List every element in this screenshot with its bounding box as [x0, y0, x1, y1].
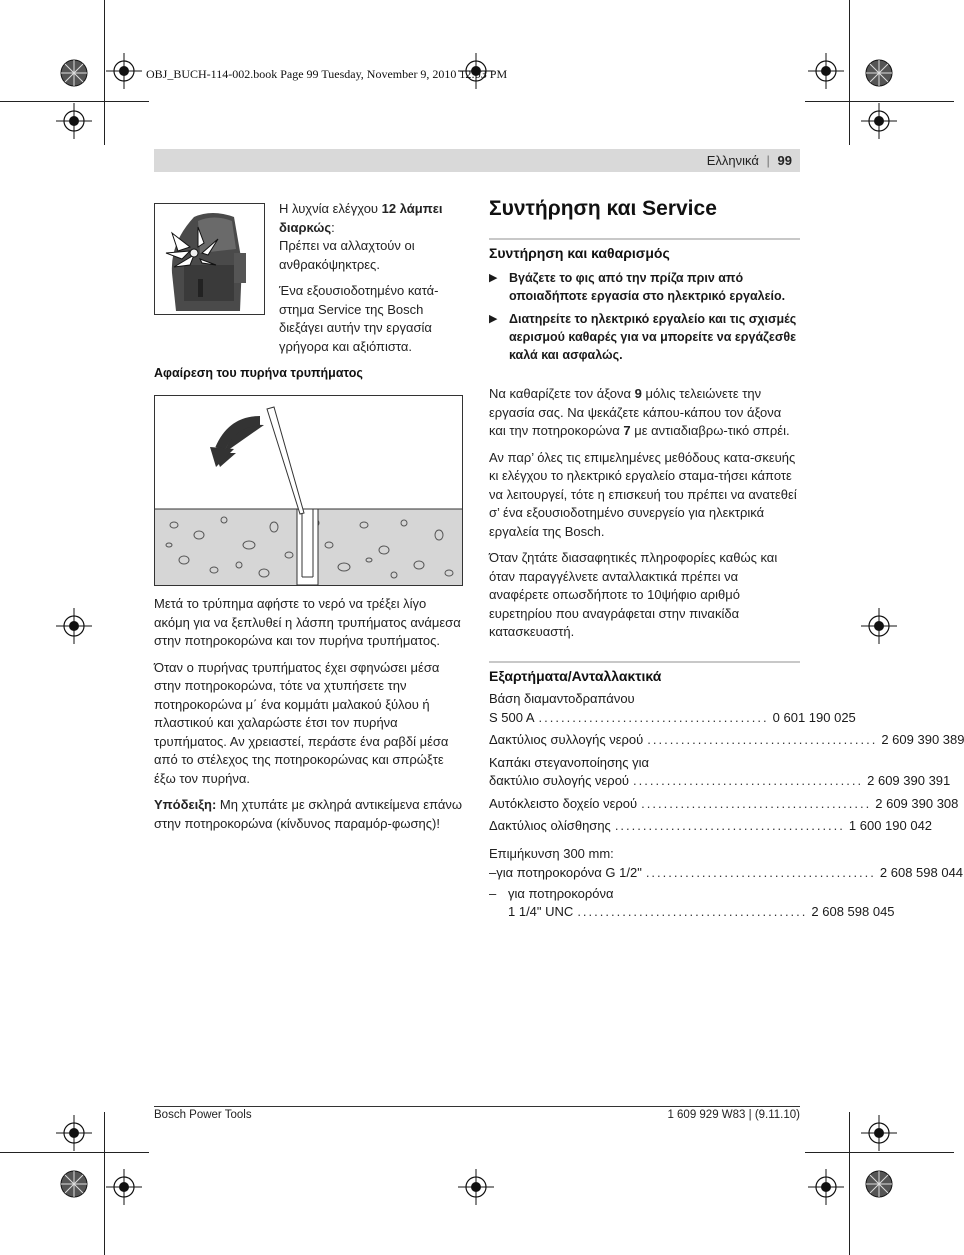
extension-dash: –: [489, 865, 497, 880]
part-row: [489, 795, 959, 814]
lamp-description: [279, 200, 469, 364]
print-info: OBJ_BUCH-114-002.book Page 99 Tuesday, November 9, 2010 12:03 PM: [146, 67, 508, 81]
part-item: [489, 795, 959, 814]
part-name: S 500 A: [489, 709, 535, 725]
extension-number: 2 608 598 044: [879, 865, 964, 880]
footer-rule: [154, 1106, 800, 1107]
leader-dots: .........................................: [614, 818, 845, 833]
maintenance-body: [489, 385, 800, 650]
part-item: [489, 817, 933, 836]
leader-dots: .........................................: [645, 865, 876, 880]
extension-row: [489, 903, 895, 922]
p1-ref-7: 7: [623, 423, 631, 438]
parts-list: [489, 690, 964, 840]
bullet-text: Διατηρείτε το ηλεκτρικό εργαλείο και τις σχισμές αερισμού καθαρές για να μπορείτε να εργάζεσθε καλά και ασφαλώς.: [509, 312, 797, 362]
part-number: 1 600 190 042: [848, 818, 933, 833]
part-number: 2 609 390 389: [881, 732, 964, 747]
part-line1: [489, 690, 800, 709]
leader-dots: .........................................: [647, 732, 878, 747]
part-item: [489, 754, 951, 791]
order-paragraph: Όταν ζητάτε διασαφητικές πληροφορίες καθώς και όταν παραγγέλνετε ανταλλακτικά πρέπει να αναφέρετε οπωσδήποτε το 10ψήφιο αριθμό ευρετηρίου που αναγράφεται στην πινακίδα κατασκευαστή.: [489, 550, 778, 639]
part-name-line1: Βάση διαμαντοδραπάνου: [489, 691, 635, 706]
extension-row: [489, 864, 964, 883]
p1-e: με αντιαδιαβρω-τικό σπρέι.: [630, 423, 790, 438]
p1-ref-9: 9: [634, 386, 642, 401]
part-row: [489, 709, 856, 728]
extension-heading: Επιμήκυνση 300 mm:: [489, 846, 614, 861]
note-label: Υπόδειξη:: [154, 797, 217, 812]
extension-item: [489, 885, 895, 922]
part-number: 0 601 190 025: [772, 709, 856, 725]
lamp-status-text: [279, 200, 469, 274]
bullet-item: [489, 269, 800, 305]
indicator-lamp-figure: [154, 203, 265, 315]
core-flush-paragraph: Μετά το τρύπημα αφήστε το νερό να τρέξει λίγο ακόμη για να ξεπλυθεί η λάσπη τρυπήματος ανάμεσα στην ποτηροκορώνα και τον πυρήνα τρυπήματος.: [154, 596, 461, 648]
part-row: [489, 772, 951, 791]
part-name-line1: Καπάκι στεγανοποίησης για: [489, 754, 650, 770]
part-name: Αυτόκλειστο δοχείο νερού: [489, 795, 638, 811]
core-removal-heading: Αφαίρεση του πυρήνα τρυπήματος: [154, 366, 363, 380]
part-name: Δακτύλιος συλλογής νερού: [489, 732, 644, 747]
footer-doc-number: 1 609 929 W83 | (9.11.10): [667, 1109, 800, 1121]
page-header: [154, 149, 800, 172]
part-number: 2 609 390 391: [867, 773, 951, 788]
part-row: [489, 731, 964, 750]
left-body: [154, 595, 464, 841]
leader-dots: .........................................: [577, 904, 808, 919]
core-removal-figure: [154, 395, 463, 586]
core-stuck-paragraph: Όταν ο πυρήνας τρυπήματος έχει σφηνώσει μέσα στην ποτηροκορώνα, τότε να χτυπήσετε την ποτηροκορώνα μ΄ ένα κομμάτι μαλακού ξύλου ή πλαστικού και χαλαρώστε έτσι τον πυρήνα τρυπήματος. Αν χρειαστεί, περάστε ένα ραβδί μέσα από το στέλεχος της ποτηροκορώνας και σπρώξτε έξω τον πυρήνα.: [154, 659, 449, 786]
extension-line1: [489, 885, 800, 904]
extension-item: [489, 864, 964, 883]
extension-name-line1: για ποτηροκορόνα: [508, 885, 614, 901]
header-language: Ελληνικά: [706, 153, 759, 168]
maintenance-bullets: [489, 269, 800, 364]
maintenance-heading: Συντήρηση και καθαρισμός: [489, 238, 800, 261]
spindle-cleaning-paragraph: [489, 385, 800, 441]
lamp-text-line2: Πρέπει να αλλαχτούν οι ανθρακόψηκτρες.: [279, 238, 415, 272]
lamp-text-bold: 12 λάμπει διαρκώς: [279, 201, 443, 235]
header-text: [707, 153, 792, 168]
note-text: Μη χτυπάτε με σκληρά αντικείμενα επάνω στην ποτηροκορώνα (κίνδυνος παραμόρ-φωσης)!: [154, 797, 463, 831]
extension-dash: –: [489, 885, 497, 901]
p1-c: μόλις τελειώνετε την εργασία σας. Να ψεκάζετε κάπου-κάπου τον άξονα και την ποτηροκορώνα: [489, 386, 782, 438]
part-name: δακτύλιο συλογής νερού: [489, 773, 630, 788]
lamp-text-post: :: [331, 219, 335, 235]
part-item: [489, 731, 964, 750]
header-separator: |: [766, 153, 770, 168]
bullet-arrow-icon: ▶: [489, 313, 498, 325]
part-number: 2 609 390 308: [875, 795, 959, 811]
bullet-arrow-icon: ▶: [489, 272, 498, 284]
part-item: [489, 690, 856, 727]
bullet-text: Βγάζετε το φις από την πρίζα πριν από οποιαδήποτε εργασία στο ηλεκτρικό εργαλείο.: [509, 271, 786, 303]
footer-brand: Bosch Power Tools: [154, 1109, 252, 1121]
part-row: [489, 817, 933, 836]
note-paragraph: [154, 796, 464, 833]
extension-name: για ποτηροκορόνα G 1/2": [496, 865, 642, 880]
parts-heading: Εξαρτήματα/Ανταλλακτικά: [489, 661, 800, 684]
repair-paragraph: Αν παρ’ όλες τις επιμελημένες μεθόδους κατα-σκευής κι ελέγχου το ηλεκτρικό εργαλείο σταμα-τήσει κάποτε να λειτουργεί, τότε η επισκευή του πρέπει να ανατεθεί σ’ ένα εξουσιοδοτημένο συνεργείο για ηλεκτρικά εργαλεία της Bosch.: [489, 449, 797, 539]
part-line1: [489, 754, 800, 773]
extension-number: 2 608 598 045: [811, 904, 895, 919]
leader-dots: .........................................: [641, 795, 872, 811]
leader-dots: .........................................: [538, 709, 769, 725]
page-number: 99: [777, 153, 792, 168]
leader-dots: .........................................: [633, 773, 864, 788]
page-title: Συντήρηση και Service: [489, 197, 717, 220]
extension-list: [489, 864, 964, 922]
lamp-text-pre: Η λυχνία ελέγχου: [279, 201, 382, 216]
part-name: Δακτύλιος ολίσθησης: [489, 818, 611, 833]
lamp-service-text: Ένα εξουσιοδοτημένο κατά-στημα Service της Bosch διεξάγει αυτήν την εργασία γρήγορα και αξιόπιστα.: [279, 283, 439, 354]
p1-a: Να καθαρίζετε τον άξονα: [489, 386, 635, 401]
extension-name: 1 1/4" UNC: [508, 904, 574, 919]
bullet-item: [489, 310, 800, 364]
